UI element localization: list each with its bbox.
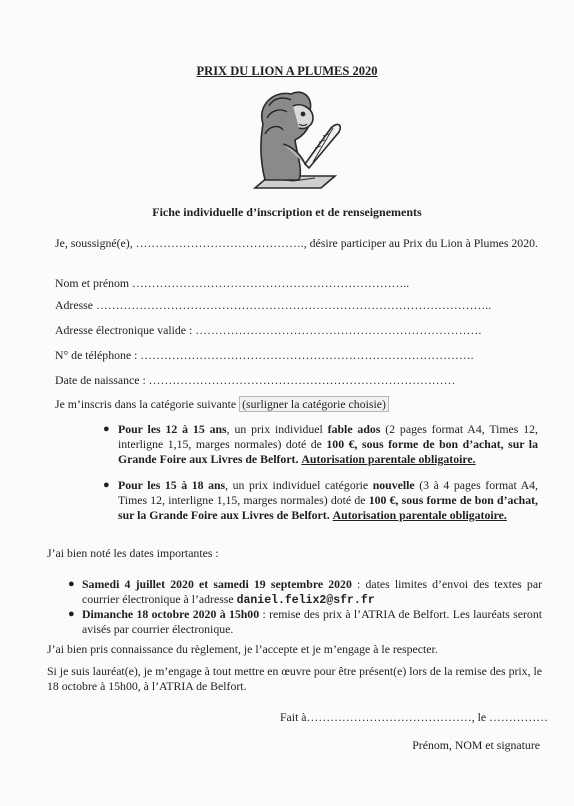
place-date-line: Fait à……………………………………, le …………… (280, 710, 549, 724)
date-deadline (68, 577, 542, 608)
date2-date: Dimanche 18 octobre 2020 à 15h00 (82, 607, 260, 621)
cat1-parental-consent: Autorisation parentale obligatoire. (301, 452, 476, 466)
bullet-icon: ● (68, 578, 75, 590)
cat2-text2: (3 à 4 pages format A4, Times 12, interligne 1,15, marges normales) doté de (118, 478, 538, 507)
date1-text: : dates limites d’envoi des textes par courrier électronique à l’adresse (82, 577, 542, 606)
category-lead: Je m’inscris dans la catégorie suivante (55, 397, 237, 411)
cat1-prize: 100 €, sous forme de bon d’achat, sur la Grande Foire aux Livres de Belfort. (118, 437, 538, 466)
category-15-18 (103, 478, 538, 523)
bullet-icon: ● (103, 479, 110, 491)
category-hint: (surligner la catégorie choisie) (239, 396, 389, 412)
cat2-age: Pour les 15 à 18 ans (118, 478, 226, 492)
cat1-text2: (2 pages format A4, Times 12, interligne 1,15, marges normales) doté de (118, 422, 538, 451)
cat2-prize: 100 €, sous forme de bon d’achat, sur la Grande Foire aux Livres de Belfort. (118, 493, 538, 522)
category-instruction (55, 397, 540, 412)
bullet-icon: ● (103, 423, 110, 435)
lion-writing-with-quill-icon (243, 84, 346, 194)
date2-text: : remise des prix à l’ATRIA de Belfort. Les lauréats seront avisés par courrier électronique. (82, 607, 542, 636)
date-ceremony (68, 607, 542, 637)
cat1-text1: , un prix individuel (226, 422, 328, 436)
bullet-icon: ● (68, 608, 75, 620)
cat1-age: Pour les 12 à 15 ans (118, 422, 227, 436)
contact-email: daniel.felix2@sfr.fr (236, 594, 375, 607)
category-12-15 (103, 422, 538, 467)
winner-commitment: Si je suis lauréat(e), je m’engage à tout mettre en œuvre pour être présent(e) lors de la remise des prix, le 18 octobre à 15h00, à l’ATRIA de Belfort. (47, 664, 542, 693)
signature-label: Prénom, NOM et signature (412, 738, 540, 752)
dates-note: J’ai bien noté les dates importantes : (47, 546, 219, 560)
form-subtitle: Fiche individuelle d’inscription et de renseignements (152, 205, 422, 219)
rules-acknowledgement: J’ai bien pris connaissance du règlement, je l’accepte et je m’engage à le respecter. (47, 642, 438, 656)
birthdate-field: Date de naissance : …………………………………………………………………… (55, 373, 456, 387)
address-field: Adresse ……………………………………………………………………………………….. (55, 298, 492, 312)
email-field: Adresse électronique valide : ………………………………………………………………. (55, 323, 482, 337)
name-field: Nom et prénom …………………………………………………………….. (55, 276, 410, 290)
cat2-parental-consent: Autorisation parentale obligatoire. (332, 508, 507, 522)
date1-dates: Samedi 4 juillet 2020 et samedi 19 septembre 2020 (82, 577, 352, 591)
cat1-type: fable ados (327, 422, 381, 436)
page-title: PRIX DU LION A PLUMES 2020 (196, 64, 378, 78)
intro-declaration: Je, soussigné(e), ……………………………………., désire participer au Prix du Lion à Plumes 2020. (55, 236, 538, 250)
cat2-text1: , un prix individuel catégorie (225, 478, 373, 492)
phone-field: N° de téléphone : …………………………………………………………………………. (55, 348, 474, 362)
cat2-type: nouvelle (372, 478, 415, 492)
